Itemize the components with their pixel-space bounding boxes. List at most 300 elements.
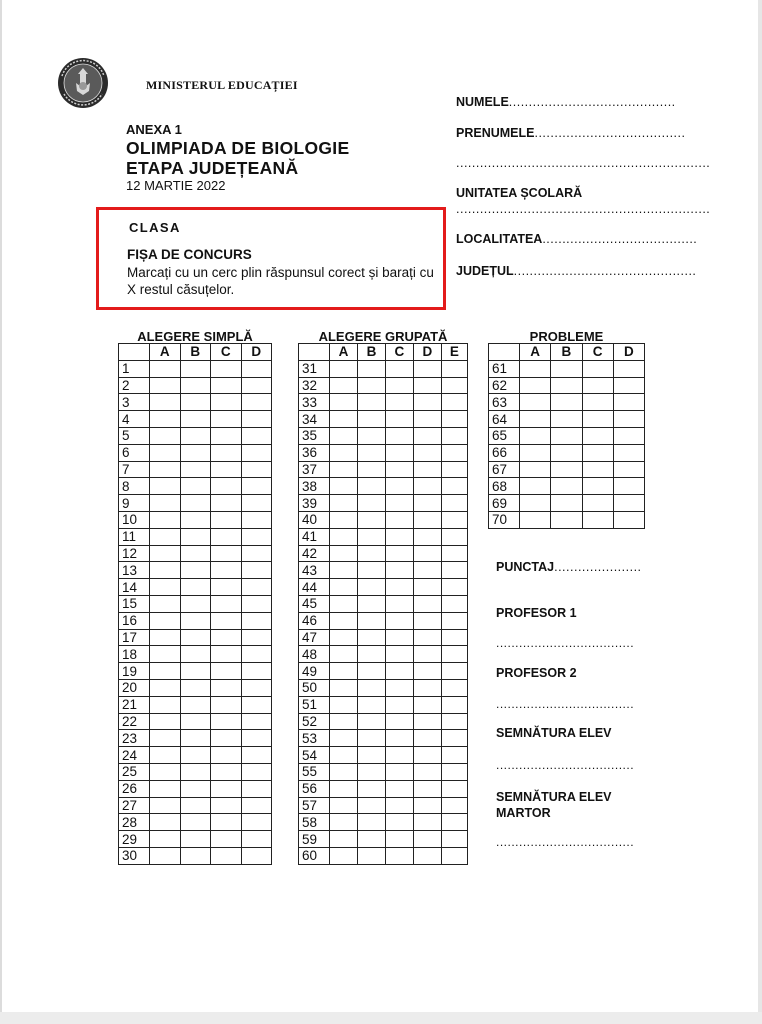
group-choice-answer-box[interactable] xyxy=(413,780,441,797)
simple-choice-answer-box[interactable] xyxy=(180,360,211,377)
group-choice-answer-box[interactable] xyxy=(357,511,385,528)
group-choice-answer-box[interactable] xyxy=(357,528,385,545)
problems-answer-box[interactable] xyxy=(613,377,644,394)
simple-choice-answer-box[interactable] xyxy=(241,713,272,730)
simple-choice-answer-box[interactable] xyxy=(241,797,272,814)
group-choice-answer-box[interactable] xyxy=(441,679,467,696)
problems-answer-box[interactable] xyxy=(613,461,644,478)
simple-choice-answer-box[interactable] xyxy=(150,780,181,797)
group-choice-answer-box[interactable] xyxy=(357,545,385,562)
field-judetul[interactable] xyxy=(456,264,696,278)
group-choice-answer-box[interactable] xyxy=(441,377,467,394)
profesor2-signature-line[interactable]: .................................... xyxy=(496,697,635,711)
problems-answer-box[interactable] xyxy=(520,444,551,461)
group-choice-answer-box[interactable] xyxy=(441,427,467,444)
group-choice-answer-box[interactable] xyxy=(413,612,441,629)
simple-choice-answer-box[interactable] xyxy=(150,427,181,444)
group-choice-answer-box[interactable] xyxy=(413,730,441,747)
group-choice-answer-box[interactable] xyxy=(330,679,358,696)
group-choice-answer-box[interactable] xyxy=(330,612,358,629)
simple-choice-answer-box[interactable] xyxy=(241,595,272,612)
group-choice-answer-box[interactable] xyxy=(413,394,441,411)
group-choice-answer-box[interactable] xyxy=(330,411,358,428)
simple-choice-answer-box[interactable] xyxy=(150,797,181,814)
group-choice-answer-box[interactable] xyxy=(357,444,385,461)
simple-choice-answer-box[interactable] xyxy=(150,713,181,730)
group-choice-answer-box[interactable] xyxy=(385,444,413,461)
group-choice-answer-box[interactable] xyxy=(385,377,413,394)
simple-choice-answer-box[interactable] xyxy=(150,814,181,831)
simple-choice-answer-box[interactable] xyxy=(241,444,272,461)
simple-choice-answer-box[interactable] xyxy=(211,511,242,528)
problems-answer-box[interactable] xyxy=(582,461,613,478)
problems-answer-box[interactable] xyxy=(582,495,613,512)
problems-answer-box[interactable] xyxy=(582,411,613,428)
group-choice-answer-box[interactable] xyxy=(357,747,385,764)
simple-choice-answer-box[interactable] xyxy=(180,528,211,545)
group-choice-answer-box[interactable] xyxy=(357,612,385,629)
group-choice-answer-box[interactable] xyxy=(357,461,385,478)
group-choice-answer-box[interactable] xyxy=(385,495,413,512)
group-choice-answer-box[interactable] xyxy=(441,629,467,646)
simple-choice-answer-box[interactable] xyxy=(180,461,211,478)
simple-choice-answer-box[interactable] xyxy=(180,780,211,797)
group-choice-answer-box[interactable] xyxy=(385,629,413,646)
simple-choice-answer-box[interactable] xyxy=(180,730,211,747)
simple-choice-answer-box[interactable] xyxy=(241,663,272,680)
group-choice-answer-box[interactable] xyxy=(357,847,385,864)
group-choice-answer-box[interactable] xyxy=(357,377,385,394)
simple-choice-answer-box[interactable] xyxy=(241,579,272,596)
simple-choice-answer-box[interactable] xyxy=(211,612,242,629)
group-choice-answer-box[interactable] xyxy=(413,511,441,528)
group-choice-answer-box[interactable] xyxy=(330,831,358,848)
simple-choice-answer-box[interactable] xyxy=(241,427,272,444)
group-choice-answer-box[interactable] xyxy=(385,814,413,831)
simple-choice-answer-box[interactable] xyxy=(150,629,181,646)
group-choice-answer-box[interactable] xyxy=(441,444,467,461)
problems-answer-box[interactable] xyxy=(613,411,644,428)
group-choice-answer-box[interactable] xyxy=(330,646,358,663)
simple-choice-answer-box[interactable] xyxy=(241,612,272,629)
simple-choice-answer-box[interactable] xyxy=(180,579,211,596)
problems-answer-box[interactable] xyxy=(520,427,551,444)
group-choice-answer-box[interactable] xyxy=(357,797,385,814)
problems-answer-box[interactable] xyxy=(551,461,582,478)
simple-choice-answer-box[interactable] xyxy=(241,847,272,864)
simple-choice-answer-box[interactable] xyxy=(241,831,272,848)
simple-choice-answer-box[interactable] xyxy=(241,545,272,562)
simple-choice-answer-box[interactable] xyxy=(150,545,181,562)
simple-choice-answer-box[interactable] xyxy=(211,360,242,377)
group-choice-answer-box[interactable] xyxy=(357,763,385,780)
group-choice-answer-box[interactable] xyxy=(441,545,467,562)
group-choice-answer-box[interactable] xyxy=(330,763,358,780)
group-choice-answer-box[interactable] xyxy=(357,814,385,831)
group-choice-answer-box[interactable] xyxy=(385,478,413,495)
simple-choice-answer-box[interactable] xyxy=(241,360,272,377)
group-choice-answer-box[interactable] xyxy=(385,847,413,864)
simple-choice-answer-box[interactable] xyxy=(211,595,242,612)
simple-choice-answer-box[interactable] xyxy=(211,663,242,680)
simple-choice-answer-box[interactable] xyxy=(150,747,181,764)
simple-choice-answer-box[interactable] xyxy=(180,444,211,461)
simple-choice-answer-box[interactable] xyxy=(211,495,242,512)
simple-choice-answer-box[interactable] xyxy=(180,814,211,831)
simple-choice-answer-box[interactable] xyxy=(180,495,211,512)
simple-choice-answer-box[interactable] xyxy=(150,763,181,780)
simple-choice-answer-box[interactable] xyxy=(150,411,181,428)
group-choice-answer-box[interactable] xyxy=(413,663,441,680)
group-choice-answer-box[interactable] xyxy=(413,747,441,764)
problems-answer-box[interactable] xyxy=(551,360,582,377)
group-choice-answer-box[interactable] xyxy=(441,763,467,780)
group-choice-answer-box[interactable] xyxy=(441,478,467,495)
simple-choice-answer-box[interactable] xyxy=(150,831,181,848)
group-choice-answer-box[interactable] xyxy=(385,646,413,663)
profesor1-signature-line[interactable]: .................................... xyxy=(496,636,635,650)
group-choice-answer-box[interactable] xyxy=(441,562,467,579)
group-choice-answer-box[interactable] xyxy=(441,411,467,428)
group-choice-answer-box[interactable] xyxy=(413,797,441,814)
group-choice-answer-box[interactable] xyxy=(357,713,385,730)
group-choice-answer-box[interactable] xyxy=(413,377,441,394)
group-choice-answer-box[interactable] xyxy=(357,629,385,646)
simple-choice-answer-box[interactable] xyxy=(211,377,242,394)
simple-choice-answer-box[interactable] xyxy=(241,495,272,512)
simple-choice-answer-box[interactable] xyxy=(211,679,242,696)
problems-answer-box[interactable] xyxy=(520,495,551,512)
group-choice-answer-box[interactable] xyxy=(330,814,358,831)
group-choice-answer-box[interactable] xyxy=(330,461,358,478)
group-choice-answer-box[interactable] xyxy=(357,394,385,411)
problems-answer-box[interactable] xyxy=(613,427,644,444)
witness-signature-line[interactable]: .................................... xyxy=(496,835,635,849)
group-choice-answer-box[interactable] xyxy=(330,377,358,394)
simple-choice-answer-box[interactable] xyxy=(241,646,272,663)
group-choice-answer-box[interactable] xyxy=(385,579,413,596)
group-choice-answer-box[interactable] xyxy=(357,780,385,797)
simple-choice-answer-box[interactable] xyxy=(241,814,272,831)
group-choice-answer-box[interactable] xyxy=(413,579,441,596)
group-choice-answer-box[interactable] xyxy=(385,679,413,696)
group-choice-answer-box[interactable] xyxy=(385,747,413,764)
simple-choice-answer-box[interactable] xyxy=(150,562,181,579)
simple-choice-answer-box[interactable] xyxy=(150,696,181,713)
student-signature-line[interactable]: .................................... xyxy=(496,758,635,772)
problems-answer-box[interactable] xyxy=(613,394,644,411)
simple-choice-answer-box[interactable] xyxy=(241,377,272,394)
group-choice-answer-box[interactable] xyxy=(385,427,413,444)
simple-choice-answer-box[interactable] xyxy=(150,461,181,478)
group-choice-answer-box[interactable] xyxy=(330,797,358,814)
group-choice-answer-box[interactable] xyxy=(357,595,385,612)
group-choice-answer-box[interactable] xyxy=(413,478,441,495)
simple-choice-answer-box[interactable] xyxy=(211,562,242,579)
group-choice-answer-box[interactable] xyxy=(441,646,467,663)
simple-choice-answer-box[interactable] xyxy=(241,679,272,696)
group-choice-answer-box[interactable] xyxy=(330,730,358,747)
simple-choice-answer-box[interactable] xyxy=(150,478,181,495)
group-choice-answer-box[interactable] xyxy=(330,427,358,444)
group-choice-answer-box[interactable] xyxy=(330,360,358,377)
group-choice-answer-box[interactable] xyxy=(441,360,467,377)
group-choice-answer-box[interactable] xyxy=(413,411,441,428)
simple-choice-answer-box[interactable] xyxy=(211,444,242,461)
group-choice-answer-box[interactable] xyxy=(413,646,441,663)
simple-choice-answer-box[interactable] xyxy=(241,763,272,780)
simple-choice-answer-box[interactable] xyxy=(211,629,242,646)
group-choice-answer-box[interactable] xyxy=(441,495,467,512)
group-choice-answer-box[interactable] xyxy=(330,747,358,764)
problems-answer-box[interactable] xyxy=(613,511,644,528)
group-choice-answer-box[interactable] xyxy=(441,595,467,612)
problems-answer-box[interactable] xyxy=(520,478,551,495)
simple-choice-answer-box[interactable] xyxy=(211,831,242,848)
field-localitatea[interactable] xyxy=(456,232,697,246)
group-choice-answer-box[interactable] xyxy=(413,427,441,444)
group-choice-answer-box[interactable] xyxy=(413,713,441,730)
group-choice-answer-box[interactable] xyxy=(413,444,441,461)
simple-choice-answer-box[interactable] xyxy=(180,797,211,814)
problems-answer-box[interactable] xyxy=(582,444,613,461)
group-choice-answer-box[interactable] xyxy=(357,696,385,713)
group-choice-answer-box[interactable] xyxy=(330,444,358,461)
group-choice-answer-box[interactable] xyxy=(385,595,413,612)
field-prenumele[interactable] xyxy=(456,126,685,140)
simple-choice-answer-box[interactable] xyxy=(180,696,211,713)
simple-choice-answer-box[interactable] xyxy=(241,780,272,797)
simple-choice-answer-box[interactable] xyxy=(150,646,181,663)
group-choice-answer-box[interactable] xyxy=(441,797,467,814)
simple-choice-answer-box[interactable] xyxy=(241,730,272,747)
group-choice-answer-box[interactable] xyxy=(357,478,385,495)
group-choice-answer-box[interactable] xyxy=(385,612,413,629)
simple-choice-answer-box[interactable] xyxy=(211,411,242,428)
simple-choice-answer-box[interactable] xyxy=(211,478,242,495)
problems-answer-box[interactable] xyxy=(551,511,582,528)
group-choice-answer-box[interactable] xyxy=(413,696,441,713)
simple-choice-answer-box[interactable] xyxy=(211,730,242,747)
problems-answer-box[interactable] xyxy=(613,360,644,377)
simple-choice-answer-box[interactable] xyxy=(211,646,242,663)
problems-answer-box[interactable] xyxy=(582,377,613,394)
simple-choice-answer-box[interactable] xyxy=(150,528,181,545)
problems-answer-box[interactable] xyxy=(613,478,644,495)
group-choice-answer-box[interactable] xyxy=(385,545,413,562)
problems-answer-box[interactable] xyxy=(582,360,613,377)
simple-choice-answer-box[interactable] xyxy=(180,595,211,612)
simple-choice-answer-box[interactable] xyxy=(241,478,272,495)
problems-answer-box[interactable] xyxy=(551,495,582,512)
problems-answer-box[interactable] xyxy=(520,461,551,478)
group-choice-answer-box[interactable] xyxy=(385,831,413,848)
group-choice-answer-box[interactable] xyxy=(385,394,413,411)
simple-choice-answer-box[interactable] xyxy=(211,545,242,562)
simple-choice-answer-box[interactable] xyxy=(150,579,181,596)
simple-choice-answer-box[interactable] xyxy=(180,713,211,730)
simple-choice-answer-box[interactable] xyxy=(180,747,211,764)
problems-answer-box[interactable] xyxy=(551,444,582,461)
group-choice-answer-box[interactable] xyxy=(357,663,385,680)
simple-choice-answer-box[interactable] xyxy=(150,394,181,411)
problems-answer-box[interactable] xyxy=(582,394,613,411)
group-choice-answer-box[interactable] xyxy=(441,461,467,478)
group-choice-answer-box[interactable] xyxy=(441,713,467,730)
problems-answer-box[interactable] xyxy=(520,360,551,377)
simple-choice-answer-box[interactable] xyxy=(150,360,181,377)
group-choice-answer-box[interactable] xyxy=(330,696,358,713)
group-choice-answer-box[interactable] xyxy=(357,360,385,377)
simple-choice-answer-box[interactable] xyxy=(211,780,242,797)
group-choice-answer-box[interactable] xyxy=(441,814,467,831)
group-choice-answer-box[interactable] xyxy=(330,562,358,579)
simple-choice-answer-box[interactable] xyxy=(150,511,181,528)
simple-choice-answer-box[interactable] xyxy=(211,696,242,713)
group-choice-answer-box[interactable] xyxy=(385,763,413,780)
simple-choice-answer-box[interactable] xyxy=(211,847,242,864)
group-choice-answer-box[interactable] xyxy=(330,495,358,512)
problems-answer-box[interactable] xyxy=(520,511,551,528)
simple-choice-answer-box[interactable] xyxy=(180,612,211,629)
group-choice-answer-box[interactable] xyxy=(413,495,441,512)
group-choice-answer-box[interactable] xyxy=(357,579,385,596)
simple-choice-answer-box[interactable] xyxy=(150,679,181,696)
simple-choice-answer-box[interactable] xyxy=(241,394,272,411)
group-choice-answer-box[interactable] xyxy=(330,629,358,646)
simple-choice-answer-box[interactable] xyxy=(150,663,181,680)
group-choice-answer-box[interactable] xyxy=(330,579,358,596)
group-choice-answer-box[interactable] xyxy=(357,679,385,696)
simple-choice-answer-box[interactable] xyxy=(211,763,242,780)
problems-answer-box[interactable] xyxy=(551,427,582,444)
group-choice-answer-box[interactable] xyxy=(441,847,467,864)
problems-answer-box[interactable] xyxy=(520,411,551,428)
group-choice-answer-box[interactable] xyxy=(385,562,413,579)
group-choice-answer-box[interactable] xyxy=(330,713,358,730)
group-choice-answer-box[interactable] xyxy=(441,394,467,411)
group-choice-answer-box[interactable] xyxy=(441,831,467,848)
simple-choice-answer-box[interactable] xyxy=(180,847,211,864)
problems-answer-box[interactable] xyxy=(582,427,613,444)
group-choice-answer-box[interactable] xyxy=(385,360,413,377)
group-choice-answer-box[interactable] xyxy=(413,763,441,780)
group-choice-answer-box[interactable] xyxy=(413,831,441,848)
simple-choice-answer-box[interactable] xyxy=(241,629,272,646)
simple-choice-answer-box[interactable] xyxy=(180,545,211,562)
simple-choice-answer-box[interactable] xyxy=(211,394,242,411)
group-choice-answer-box[interactable] xyxy=(330,511,358,528)
problems-answer-box[interactable] xyxy=(582,511,613,528)
field-prenumele-line2[interactable] xyxy=(456,156,710,170)
simple-choice-answer-box[interactable] xyxy=(180,511,211,528)
problems-answer-box[interactable] xyxy=(613,495,644,512)
group-choice-answer-box[interactable] xyxy=(441,747,467,764)
group-choice-answer-box[interactable] xyxy=(441,528,467,545)
simple-choice-answer-box[interactable] xyxy=(211,528,242,545)
group-choice-answer-box[interactable] xyxy=(413,461,441,478)
simple-choice-answer-box[interactable] xyxy=(211,713,242,730)
simple-choice-answer-box[interactable] xyxy=(150,377,181,394)
problems-answer-box[interactable] xyxy=(551,478,582,495)
group-choice-answer-box[interactable] xyxy=(357,562,385,579)
group-choice-answer-box[interactable] xyxy=(441,663,467,680)
group-choice-answer-box[interactable] xyxy=(385,511,413,528)
simple-choice-answer-box[interactable] xyxy=(211,797,242,814)
simple-choice-answer-box[interactable] xyxy=(150,847,181,864)
simple-choice-answer-box[interactable] xyxy=(180,679,211,696)
group-choice-answer-box[interactable] xyxy=(385,797,413,814)
group-choice-answer-box[interactable] xyxy=(385,411,413,428)
problems-answer-box[interactable] xyxy=(551,377,582,394)
punctaj-field[interactable] xyxy=(496,560,642,574)
simple-choice-answer-box[interactable] xyxy=(241,696,272,713)
field-numele[interactable] xyxy=(456,95,676,109)
group-choice-answer-box[interactable] xyxy=(441,730,467,747)
group-choice-answer-box[interactable] xyxy=(357,495,385,512)
simple-choice-answer-box[interactable] xyxy=(180,562,211,579)
simple-choice-answer-box[interactable] xyxy=(150,444,181,461)
simple-choice-answer-box[interactable] xyxy=(150,595,181,612)
simple-choice-answer-box[interactable] xyxy=(180,646,211,663)
group-choice-answer-box[interactable] xyxy=(330,663,358,680)
field-unitatea[interactable] xyxy=(456,202,710,216)
group-choice-answer-box[interactable] xyxy=(441,579,467,596)
simple-choice-answer-box[interactable] xyxy=(180,394,211,411)
simple-choice-answer-box[interactable] xyxy=(150,730,181,747)
simple-choice-answer-box[interactable] xyxy=(211,747,242,764)
simple-choice-answer-box[interactable] xyxy=(241,747,272,764)
simple-choice-answer-box[interactable] xyxy=(180,478,211,495)
group-choice-answer-box[interactable] xyxy=(385,696,413,713)
simple-choice-answer-box[interactable] xyxy=(180,377,211,394)
group-choice-answer-box[interactable] xyxy=(330,780,358,797)
group-choice-answer-box[interactable] xyxy=(441,780,467,797)
group-choice-answer-box[interactable] xyxy=(441,696,467,713)
group-choice-answer-box[interactable] xyxy=(385,713,413,730)
group-choice-answer-box[interactable] xyxy=(385,730,413,747)
simple-choice-answer-box[interactable] xyxy=(150,495,181,512)
simple-choice-answer-box[interactable] xyxy=(180,663,211,680)
simple-choice-answer-box[interactable] xyxy=(211,579,242,596)
problems-answer-box[interactable] xyxy=(551,411,582,428)
simple-choice-answer-box[interactable] xyxy=(180,763,211,780)
group-choice-answer-box[interactable] xyxy=(413,814,441,831)
simple-choice-answer-box[interactable] xyxy=(211,427,242,444)
simple-choice-answer-box[interactable] xyxy=(241,562,272,579)
group-choice-answer-box[interactable] xyxy=(413,847,441,864)
group-choice-answer-box[interactable] xyxy=(413,629,441,646)
simple-choice-answer-box[interactable] xyxy=(180,427,211,444)
group-choice-answer-box[interactable] xyxy=(441,511,467,528)
group-choice-answer-box[interactable] xyxy=(385,780,413,797)
group-choice-answer-box[interactable] xyxy=(330,528,358,545)
group-choice-answer-box[interactable] xyxy=(357,831,385,848)
group-choice-answer-box[interactable] xyxy=(330,478,358,495)
group-choice-answer-box[interactable] xyxy=(413,528,441,545)
simple-choice-answer-box[interactable] xyxy=(150,612,181,629)
simple-choice-answer-box[interactable] xyxy=(241,511,272,528)
simple-choice-answer-box[interactable] xyxy=(241,528,272,545)
group-choice-answer-box[interactable] xyxy=(357,646,385,663)
simple-choice-answer-box[interactable] xyxy=(211,814,242,831)
group-choice-answer-box[interactable] xyxy=(385,461,413,478)
group-choice-answer-box[interactable] xyxy=(385,663,413,680)
simple-choice-answer-box[interactable] xyxy=(241,461,272,478)
group-choice-answer-box[interactable] xyxy=(413,679,441,696)
group-choice-answer-box[interactable] xyxy=(330,595,358,612)
group-choice-answer-box[interactable] xyxy=(413,562,441,579)
